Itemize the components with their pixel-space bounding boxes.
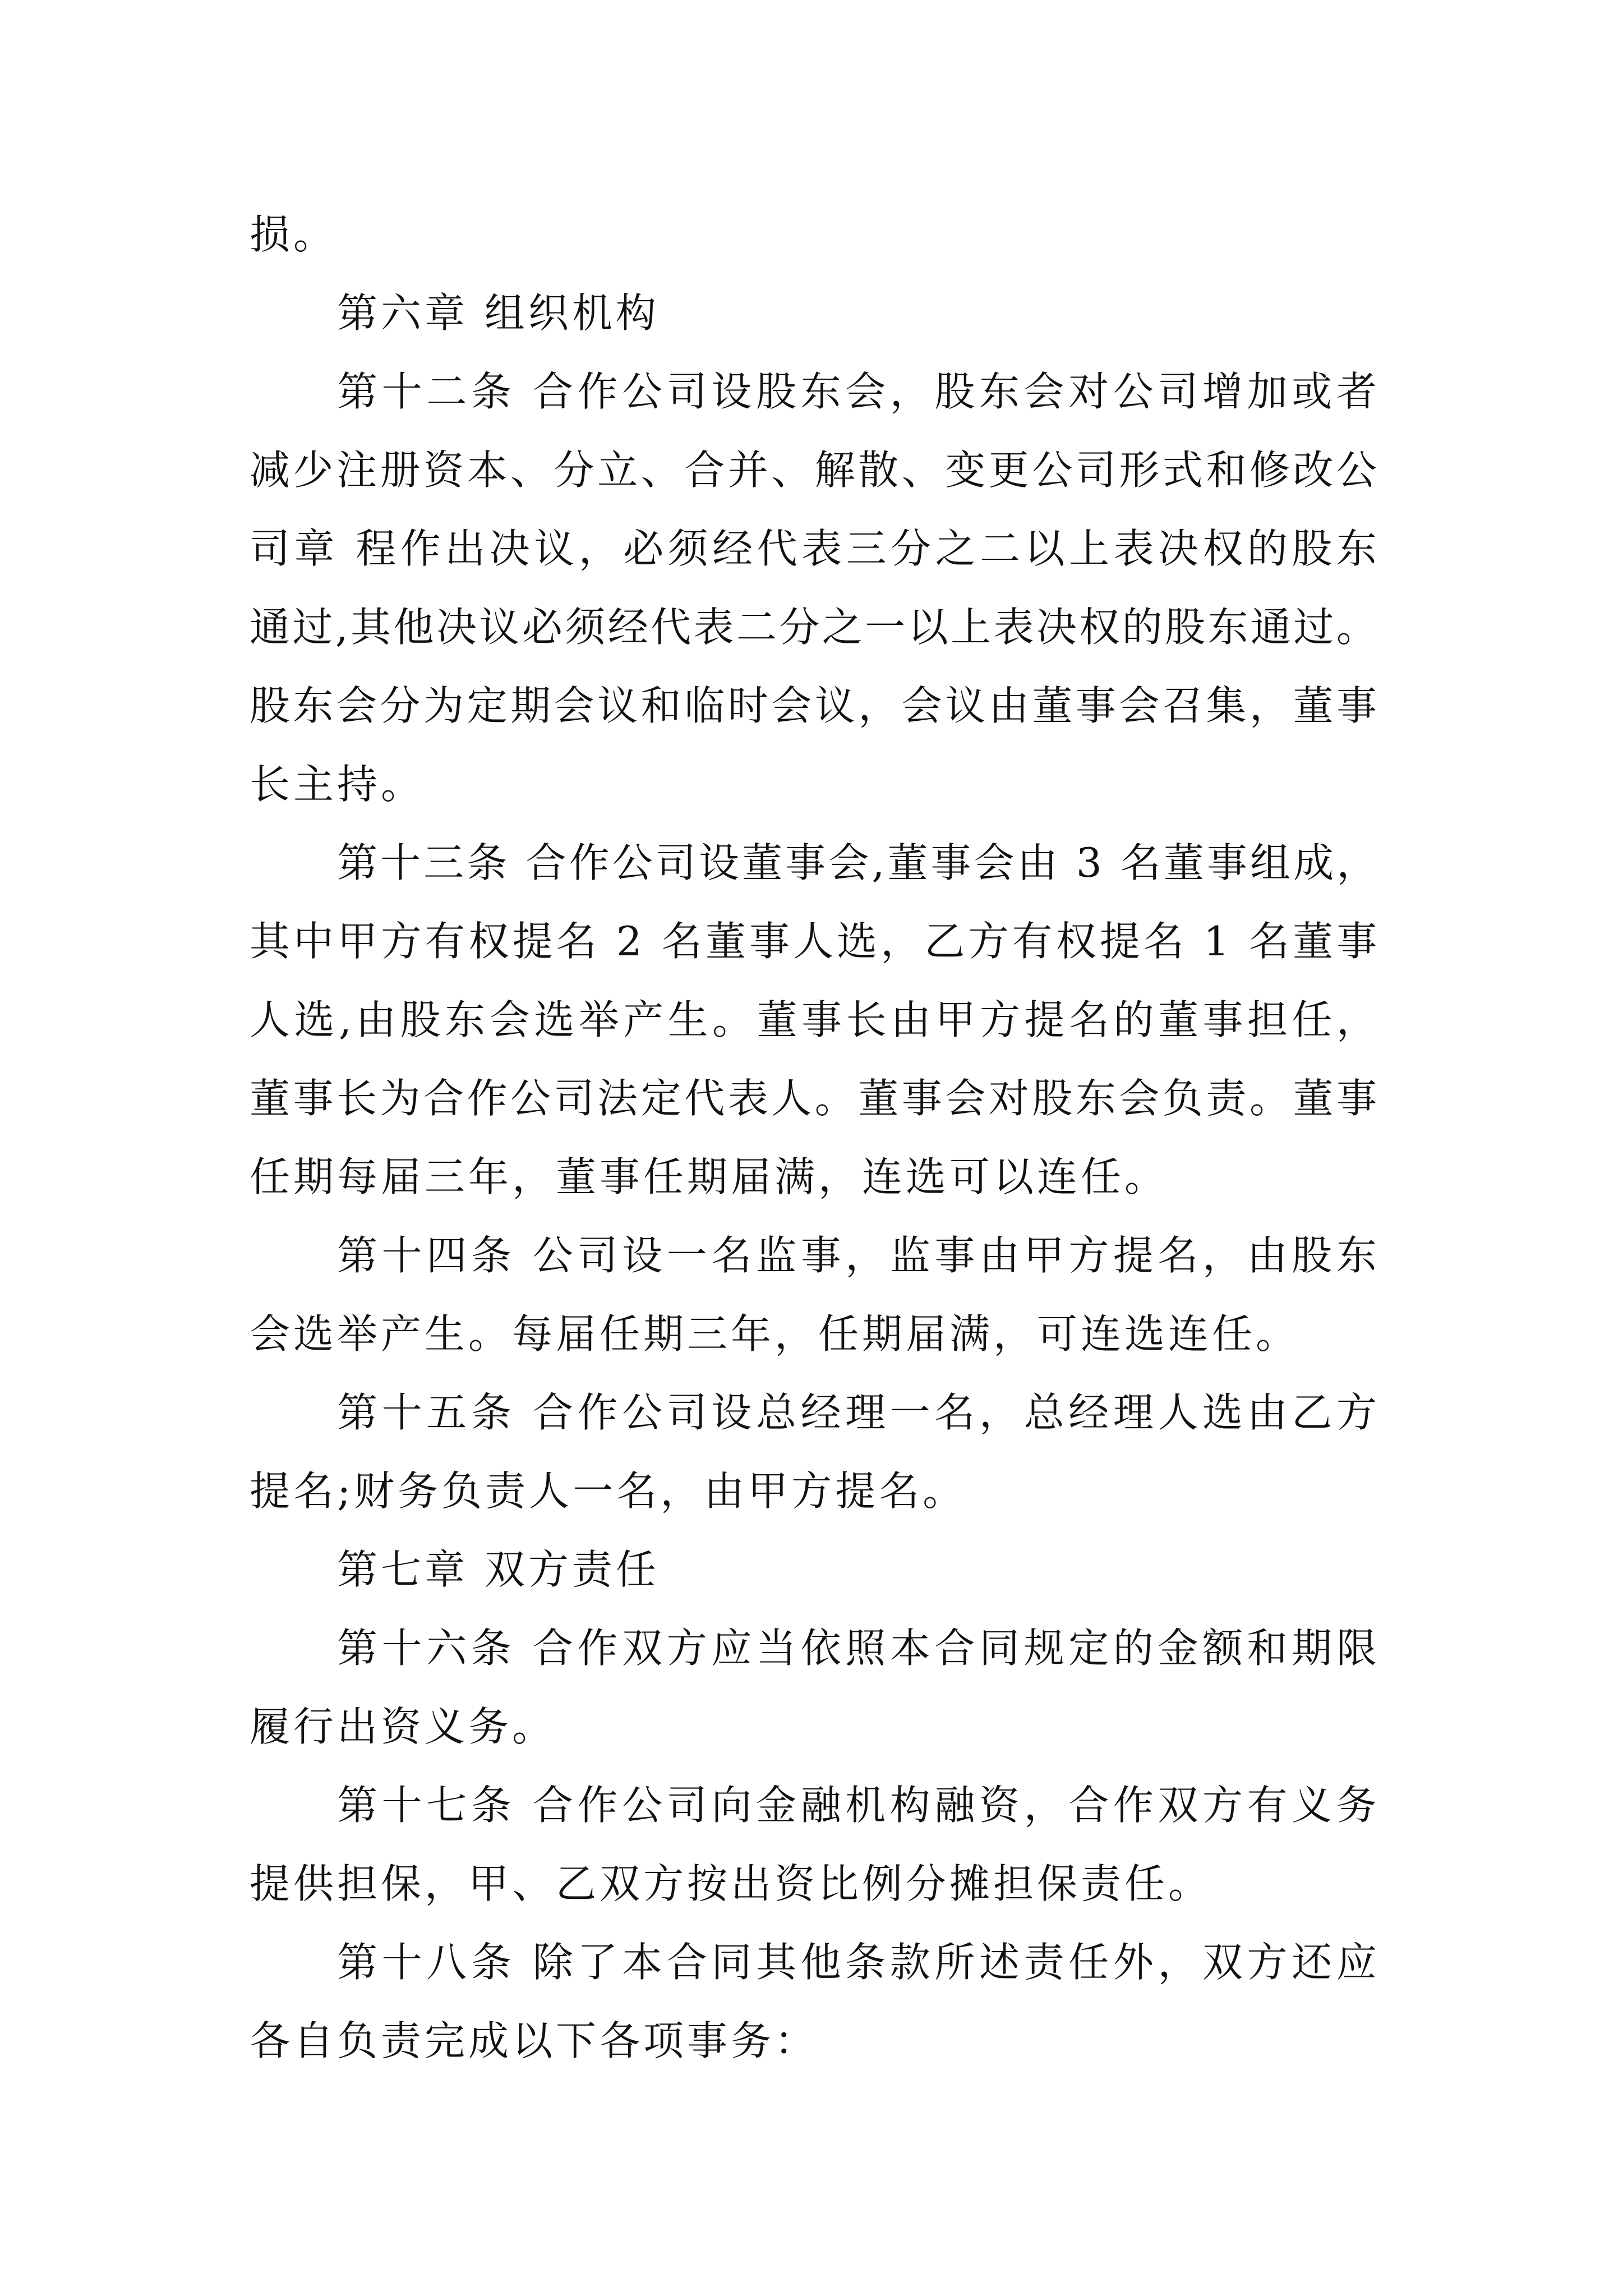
- text-line: 人选,由股东会选举产生。董事长由甲方提名的董事担任，: [250, 996, 1381, 1043]
- document-body: [250, 195, 1381, 2080]
- text-line: 减少注册资本、分立、合并、解散、变更公司形式和修改公: [250, 447, 1380, 494]
- text-line: 第十三条 合作公司设董事会,董事会由 3 名董事组成，: [337, 839, 1380, 886]
- text-line: 提名;财务负责人一名，由甲方提名。: [250, 1467, 967, 1515]
- text-line: 司章 程作出决议，必须经代表三分之二以上表决权的股东: [250, 525, 1381, 572]
- text-line: 提供担保，甲、乙双方按出资比例分摊担保责任。: [250, 1860, 1212, 1907]
- text-line: 第十六条 合作双方应当依照本合同规定的金额和期限: [337, 1625, 1381, 1672]
- text-line: 股东会分为定期会议和临时会议，会议由董事会召集，董事: [250, 682, 1380, 729]
- chapter-heading: 第六章 组织机构: [337, 289, 660, 337]
- text-line: 第十七条 合作公司向金融机构融资，合作双方有义务: [337, 1782, 1381, 1829]
- text-line: 董事长为合作公司法定代表人。董事会对股东会负责。董事: [250, 1075, 1380, 1122]
- text-line: 第十五条 合作公司设总经理一名，总经理人选由乙方: [337, 1389, 1381, 1436]
- text-line: 通过,其他决议必须经代表二分之一以上表决权的股东通过。: [250, 604, 1380, 651]
- text-line: 会选举产生。每届任期三年，任期届满，可连选连任。: [250, 1310, 1300, 1358]
- text-line: 第十八条 除了本合同其他条款所述责任外，双方还应: [337, 1939, 1381, 1986]
- text-line: 长主持。: [250, 761, 425, 808]
- text-line: 各自负责完成以下各项事务：: [250, 2017, 819, 2064]
- text-line: 履行出资义务。: [250, 1703, 556, 1750]
- text-line: 第十四条 公司设一名监事，监事由甲方提名，由股东: [337, 1232, 1381, 1279]
- text-line: 第十二条 合作公司设股东会，股东会对公司增加或者: [337, 368, 1381, 415]
- text-line: 其中甲方有权提名 2 名董事人选，乙方有权提名 1 名董事: [250, 918, 1381, 965]
- text-line: 任期每届三年，董事任期届满，连选可以连任。: [250, 1153, 1169, 1200]
- chapter-heading: 第七章 双方责任: [337, 1546, 660, 1593]
- text-line: 损。: [250, 211, 338, 258]
